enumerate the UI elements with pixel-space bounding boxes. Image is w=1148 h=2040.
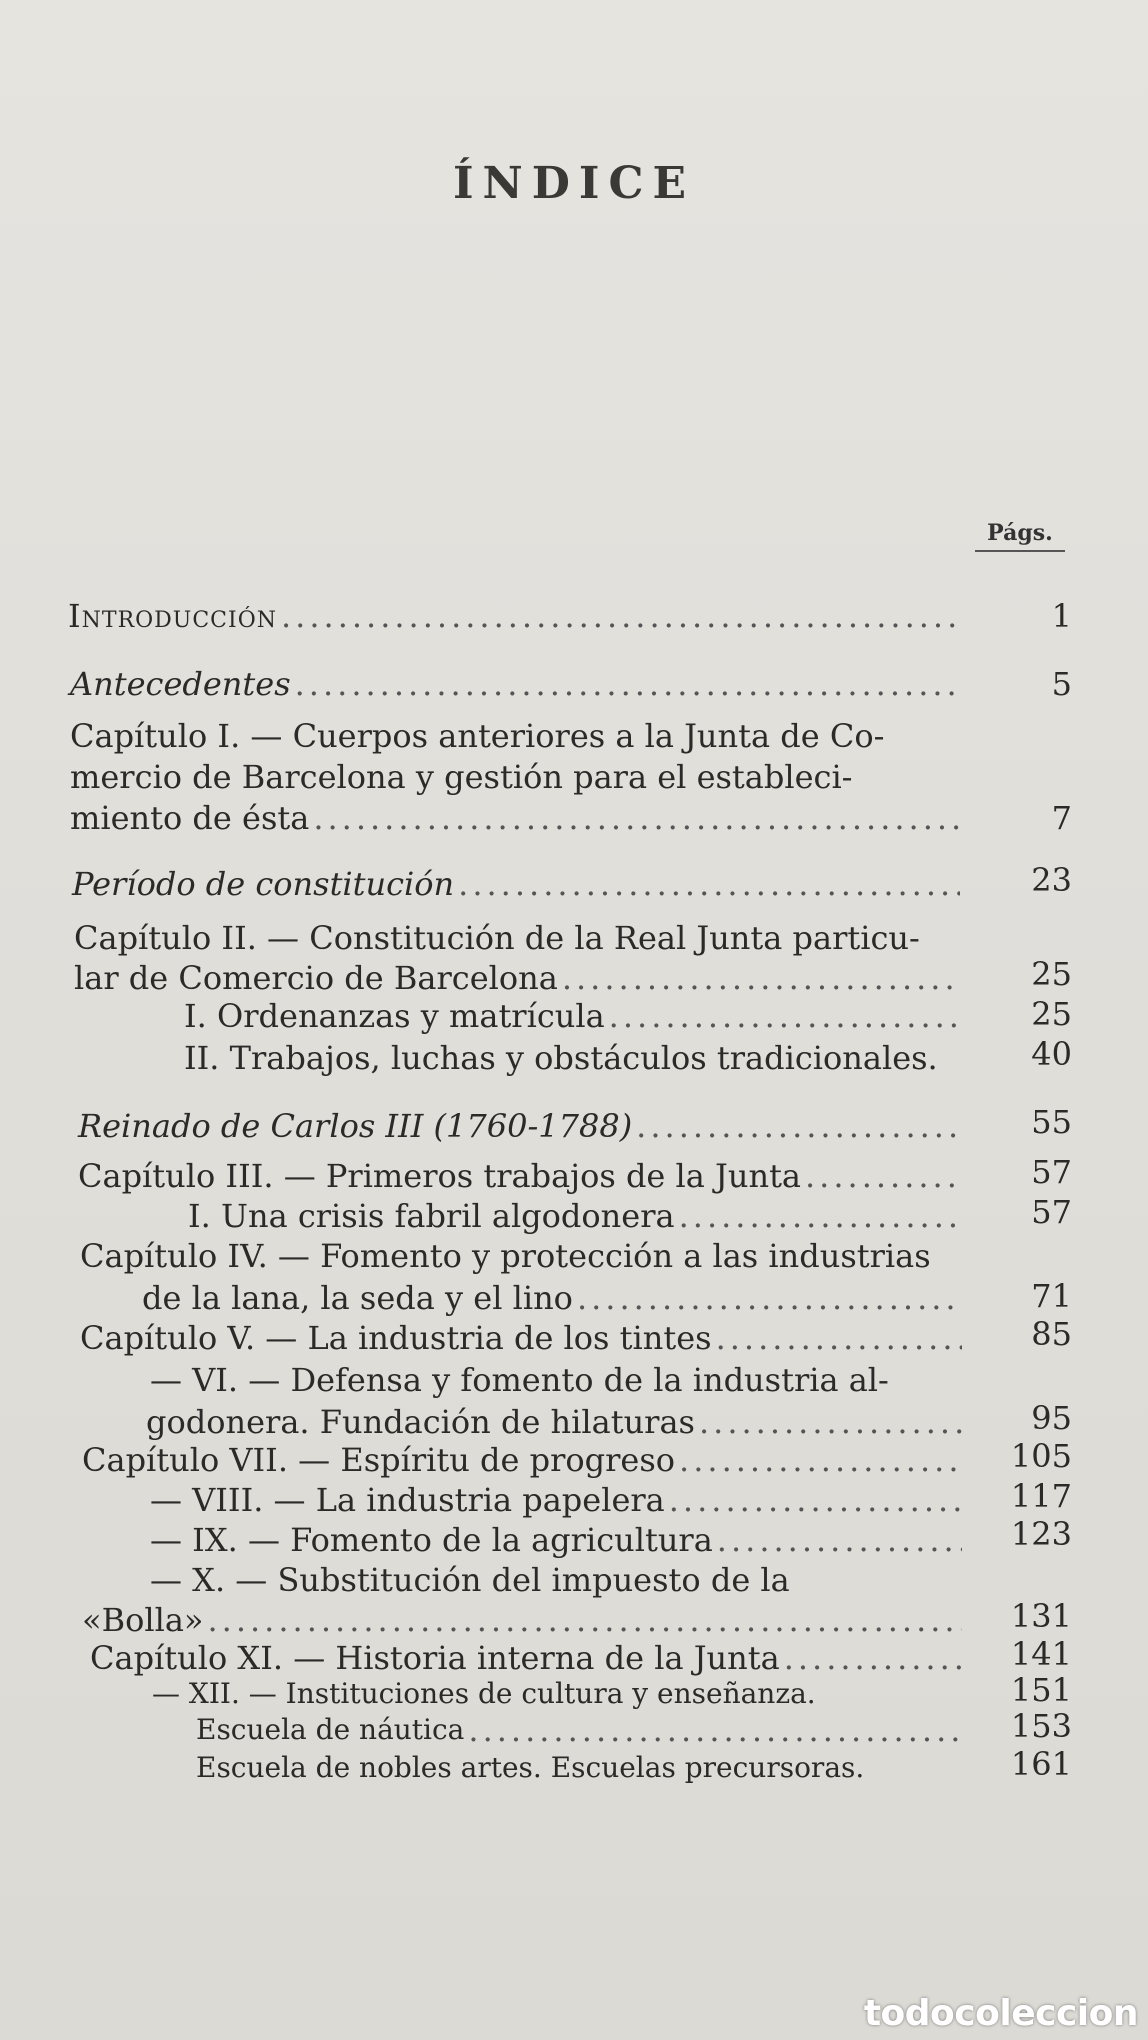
pages-column-header: Págs.: [975, 520, 1065, 552]
toc-entry-text: «Bolla»: [82, 1601, 204, 1639]
toc-page-number: 57: [1031, 1193, 1072, 1231]
toc-entry-text: I. Una crisis fabril algodonera: [188, 1197, 675, 1235]
toc-page-number: 7: [1051, 799, 1072, 837]
toc-entry-capitulo-4-end: [142, 1278, 962, 1318]
toc-entry-capitulo-1: [70, 716, 970, 756]
toc-entry-text: godonera. Fundación de hilaturas: [146, 1403, 695, 1441]
toc-entry-text: Capítulo IV. — Fomento y protección a las industrias: [80, 1237, 931, 1275]
leader-dots: [281, 596, 958, 636]
toc-entry-text: Antecedentes: [70, 665, 291, 703]
toc-entry-periodo-constitucion: [72, 864, 960, 904]
toc-entry-capitulo-1-cont: [70, 757, 970, 797]
toc-entry-crisis-fabril: [188, 1196, 962, 1236]
watermark-logo: todocoleccion: [863, 1993, 1138, 2034]
toc-entry-text: — X. — Substitución del impuesto de la: [150, 1561, 790, 1599]
toc-entry-text: Escuela de náutica: [196, 1713, 465, 1746]
toc-page-number: 95: [1031, 1399, 1072, 1437]
leader-dots: [679, 1440, 962, 1480]
toc-entry-trabajos-luchas: [184, 1038, 984, 1078]
leader-dots: [699, 1402, 962, 1442]
toc-entry-capitulo-4: [80, 1236, 980, 1276]
toc-entry-capitulo-5: [80, 1318, 962, 1358]
toc-page-number: 153: [1010, 1707, 1072, 1745]
toc-entry-capitulo-11: [90, 1638, 962, 1678]
leader-dots: [636, 1106, 962, 1146]
toc-entry-text: — XII. — Instituciones de cultura y enseñanza.: [152, 1677, 816, 1710]
toc-entry-text: Introducción: [68, 597, 277, 635]
toc-entry-escuela-nobles-artes: [196, 1748, 986, 1788]
toc-page-number: 161: [1010, 1745, 1072, 1783]
leader-dots: [295, 664, 958, 704]
toc-entry-capitulo-6: [150, 1360, 990, 1400]
toc-page-number: 25: [1031, 995, 1072, 1033]
toc-entry-capitulo-10: [150, 1560, 990, 1600]
toc-entry-introduccion: [68, 596, 958, 636]
toc-page-number: 71: [1031, 1277, 1072, 1315]
toc-entry-text: miento de ésta: [70, 799, 310, 837]
toc-entry-text: — VI. — Defensa y fomento de la industria al-: [150, 1361, 889, 1399]
leader-dots: [207, 1600, 962, 1640]
toc-page-number: 57: [1031, 1153, 1072, 1191]
leader-dots: [784, 1638, 962, 1678]
toc-entry-escuela-nautica: [196, 1710, 962, 1750]
toc-page-number: 23: [1031, 861, 1072, 899]
toc-page-number: 25: [1031, 955, 1072, 993]
toc-entry-text: Capítulo V. — La industria de los tintes: [80, 1319, 712, 1357]
toc-entry-text: Capítulo I. — Cuerpos anteriores a la Junta de Co-: [70, 717, 885, 755]
toc-page-number: 5: [1051, 665, 1072, 703]
toc-entry-text: lar de Comercio de Barcelona: [74, 959, 558, 997]
toc-entry-capitulo-3: [78, 1156, 962, 1196]
toc-entry-capitulo-9: [150, 1520, 962, 1560]
leader-dots: [669, 1480, 962, 1520]
toc-entry-text: — VIII. — La industria papelera: [150, 1481, 665, 1519]
toc-entry-text: Escuela de nobles artes. Escuelas precursoras.: [196, 1751, 865, 1784]
toc-entry-antecedentes: [70, 664, 958, 704]
toc-page-number: 85: [1031, 1315, 1072, 1353]
toc-entry-text: Capítulo II. — Constitución de la Real Junta particu-: [74, 919, 920, 957]
toc-entry-capitulo-6-end: [146, 1402, 962, 1442]
leader-dots: [716, 1318, 962, 1358]
toc-page-number: 123: [1010, 1515, 1072, 1553]
leader-dots: [805, 1156, 962, 1196]
toc-entry-capitulo-1-end: [70, 798, 960, 838]
toc-entry-text: Capítulo VII. — Espíritu de progreso: [82, 1441, 676, 1479]
leader-dots: [468, 1710, 962, 1750]
toc-entry-text: Capítulo XI. — Historia interna de la Junta: [90, 1639, 780, 1677]
toc-page-number: 40: [1031, 1035, 1072, 1073]
leader-dots: [609, 996, 960, 1036]
toc-entry-text: I. Ordenanzas y matrícula: [184, 997, 605, 1035]
toc-entry-text: Capítulo III. — Primeros trabajos de la Junta: [78, 1157, 801, 1195]
leader-dots: [717, 1520, 962, 1560]
toc-entry-text: Período de constitución: [72, 865, 455, 903]
toc-entry-text: Reinado de Carlos III (1760-1788): [78, 1107, 633, 1145]
toc-entry-text: — IX. — Fomento de la agricultura: [150, 1521, 713, 1559]
leader-dots: [577, 1278, 962, 1318]
toc-page-number: 151: [1010, 1671, 1072, 1709]
toc-entry-ordenanzas: [184, 996, 960, 1036]
page-title: ÍNDICE: [452, 158, 696, 209]
toc-entry-text: mercio de Barcelona y gestión para el estableci-: [70, 758, 853, 796]
leader-dots: [679, 1196, 962, 1236]
toc-page-number: 55: [1031, 1103, 1072, 1141]
toc-entry-reinado-carlos-iii: [78, 1106, 962, 1146]
toc-entry-capitulo-2: [74, 918, 974, 958]
toc-entry-capitulo-8: [150, 1480, 962, 1520]
toc-page-number: 131: [1010, 1597, 1072, 1635]
toc-page-number: 1: [1051, 597, 1072, 635]
toc-entry-capitulo-10-end: [82, 1600, 962, 1640]
toc-page-number: 141: [1010, 1635, 1072, 1673]
toc-page-number: 105: [1010, 1437, 1072, 1475]
toc-entry-capitulo-7: [82, 1440, 962, 1480]
toc-entry-text: II. Trabajos, luchas y obstáculos tradicionales.: [184, 1039, 938, 1077]
toc-entry-capitulo-2-end: [74, 958, 960, 998]
toc-page-number: 117: [1010, 1477, 1072, 1515]
leader-dots: [458, 864, 960, 904]
leader-dots: [313, 798, 960, 838]
leader-dots: [562, 958, 960, 998]
toc-entry-text: de la lana, la seda y el lino: [142, 1279, 573, 1317]
toc-entry-capitulo-12: [152, 1674, 982, 1714]
